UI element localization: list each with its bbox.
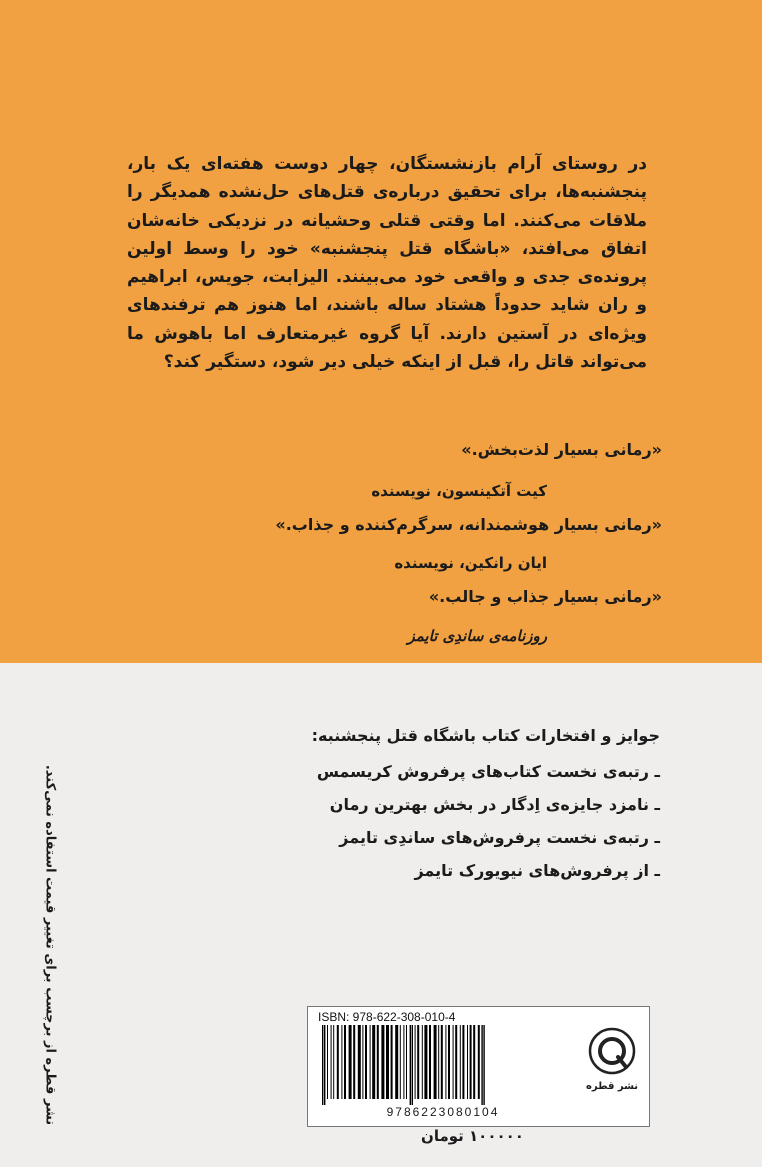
awards-section: [140, 726, 660, 887]
publisher-label: نشر قطره: [585, 1081, 639, 1092]
awards-title: جوایز و افتخارات کتاب باشگاه قتل پنجشنبه:: [311, 726, 660, 745]
award-item: ـ از پرفروش‌های نیویورک تایمز: [414, 861, 660, 880]
barcode-icon: [318, 1025, 568, 1105]
blurb-text: در روستای آرام بازنشستگان، چهار دوست هفته‌ای یک بار، پنجشنبه‌ها، برای تحقیق درباره‌ی قتل‌های حل‌نشده همدیگر را ملاقات می‌کنند. اما وقتی قتلی وحشیانه در نزدیکی خانه‌شان اتفاق می‌افتد، «باشگاه قتل پنجشنبه» خود را وسط اولین پرونده‌ی جدی و واقعی خود می‌بینند. الیزابت، جویس، ابراهیم و ران شاید حدوداً هشتاد ساله باشند، اما هنوز هم ترفندهای ویژه‌ای در آستین دارند. آیا گروه غیرمتعارف اما باهوش ما می‌تواند قاتل را، قبل از اینکه خیلی دیر شود، دستگیر کند؟: [127, 154, 647, 373]
publisher-logo: [583, 1027, 641, 1105]
award-item: ـ رتبه‌ی نخست کتاب‌های پرفروش کریسمس: [316, 762, 660, 781]
review-author-3: روزنامه‌ی ساندِی تایمز: [407, 627, 547, 645]
review-author-1: کیت آتکینسون، نویسنده: [371, 482, 547, 500]
awards-list: [140, 755, 660, 887]
award-item: ـ رتبه‌ی نخست پرفروش‌های ساندِی تایمز: [339, 828, 660, 847]
price-label: ۱۰۰۰۰۰ تومان: [421, 1127, 524, 1145]
price-policy-note: نشر قطره از برچسب برای تغییر قیمت استفاده نمی‌کند.: [42, 764, 58, 1126]
qatreh-logo-icon: [588, 1027, 636, 1075]
award-item: ـ نامزد جایزه‌ی اِدگار در بخش بهترین رمان: [329, 795, 660, 814]
isbn-label: ISBN: 978-622-308-010-4: [318, 1010, 456, 1024]
review-quote-1: «رمانی بسیار لذت‌بخش.»: [461, 440, 662, 459]
review-quote-2: «رمانی بسیار هوشمندانه، سرگرم‌کننده و جذاب.»: [275, 515, 662, 534]
barcode-box: [307, 1006, 650, 1127]
review-quote-3: «رمانی بسیار جذاب و جالب.»: [428, 587, 662, 606]
review-author-2: ایان رانکین، نویسنده: [394, 554, 547, 572]
barcode-digits: 9786223080104: [386, 1105, 500, 1119]
